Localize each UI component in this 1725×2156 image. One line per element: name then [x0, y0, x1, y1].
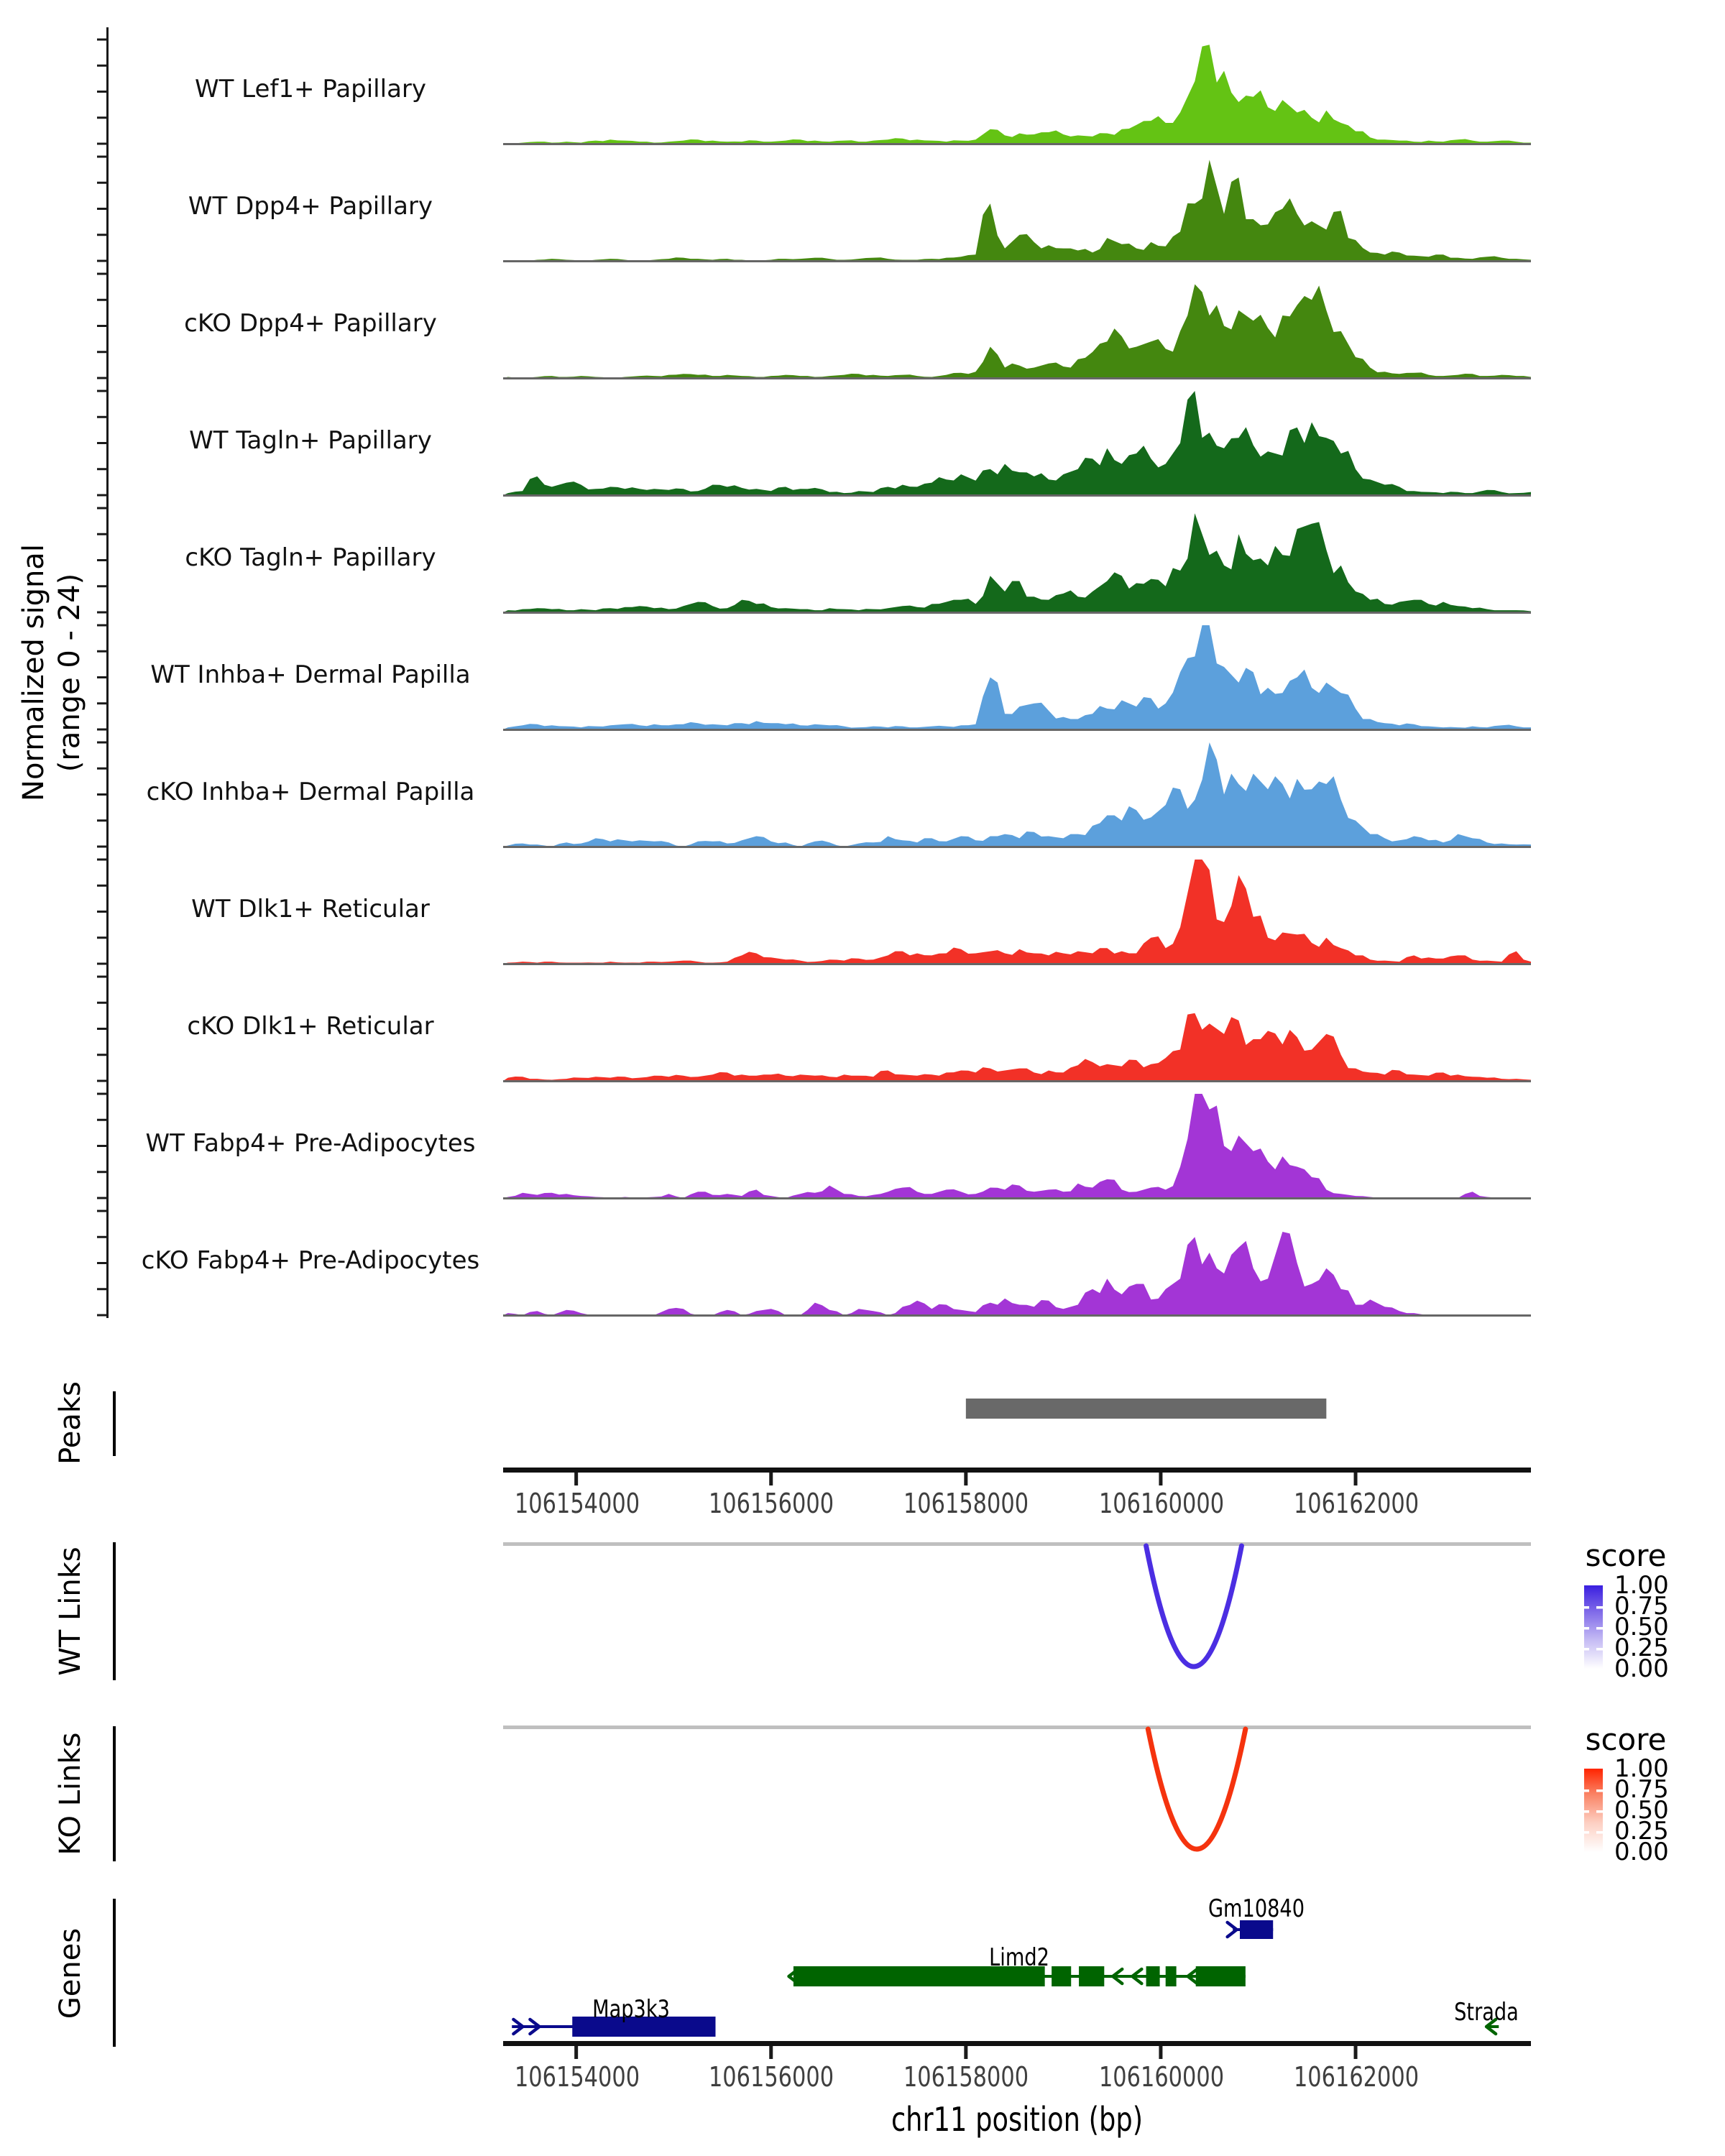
signal-axis-tick	[97, 885, 107, 887]
ko-score-bar-tick	[1596, 1831, 1603, 1834]
ko-score-tick-000: 0.00	[1614, 1838, 1669, 1866]
signal-area	[503, 1094, 1531, 1198]
signal-axis-tick	[97, 963, 107, 965]
axis2-tick-106154000: 106154000	[514, 2061, 640, 2093]
signal-axis-tick	[97, 494, 107, 497]
ko-score-bar-tick	[1596, 1810, 1603, 1813]
signal-axis-label	[16, 544, 88, 801]
signal-axis-tick	[97, 1028, 107, 1030]
signal-axis-tick	[97, 729, 107, 731]
track-label: WT Dpp4+ Papillary	[188, 192, 433, 221]
wt-score-bar-tick	[1584, 1627, 1589, 1630]
signal-axis-tick	[97, 650, 107, 653]
genome-axis-tick	[1159, 1473, 1162, 1485]
genome-axis-tick	[1354, 1473, 1358, 1485]
axis2-tick-106162000: 106162000	[1293, 2061, 1420, 2093]
track-label: cKO Inhba+ Dermal Papilla	[146, 778, 475, 806]
track-label: WT Dlk1+ Reticular	[191, 895, 430, 923]
genome-axis-tick	[964, 2046, 967, 2059]
track-label: WT Fabp4+ Pre-Adipocytes	[145, 1129, 476, 1158]
signal-axis-tick	[97, 859, 107, 861]
track-baseline	[503, 963, 1531, 965]
ko-score-tick-100: 1.00	[1614, 1754, 1669, 1783]
genome-axis-tick	[769, 1473, 773, 1485]
genome-axis-line	[503, 1468, 1531, 1473]
signal-axis-tick	[97, 1002, 107, 1004]
signal-axis-tick	[97, 39, 107, 41]
wt-score-bar-tick	[1596, 1627, 1603, 1630]
axis2-tick-106156000: 106156000	[708, 2061, 834, 2093]
genome-axis-tick	[1354, 2046, 1358, 2059]
axis2-tick-106158000: 106158000	[903, 2061, 1029, 2093]
track-label: WT Tagln+ Papillary	[189, 426, 432, 455]
track-label: cKO Fabp4+ Pre-Adipocytes	[141, 1246, 480, 1275]
signal-axis-tick	[97, 559, 107, 561]
gene-label-strada: Strada	[1454, 1998, 1519, 2027]
ko-score-tick-050: 0.50	[1614, 1796, 1669, 1825]
wt-score-bar-tick	[1596, 1606, 1603, 1609]
signal-axis-tick	[97, 1093, 107, 1095]
section-label-genes: Genes	[54, 1927, 87, 2019]
wt-score-tick-025: 0.25	[1614, 1634, 1669, 1662]
ko-score-tick-075: 0.75	[1614, 1775, 1669, 1804]
signal-area	[503, 742, 1531, 847]
signal-axis-tick	[97, 260, 107, 262]
track-baseline	[503, 1197, 1531, 1199]
signal-area	[503, 625, 1531, 729]
gene-label-limd2: Limd2	[989, 1943, 1049, 1972]
wt-score-tick-050: 0.50	[1614, 1613, 1669, 1641]
gene-strand-arrow	[1228, 1922, 1237, 1937]
signal-area	[503, 1013, 1531, 1081]
signal-axis-tick	[97, 585, 107, 587]
gene-label-gm10840: Gm10840	[1208, 1894, 1305, 1923]
signal-axis-tick	[97, 468, 107, 470]
signal-axis-tick	[97, 1145, 107, 1147]
signal-area	[503, 45, 1531, 144]
signal-axis-tick	[97, 416, 107, 418]
signal-axis-tick	[97, 819, 107, 821]
track-baseline	[503, 1314, 1531, 1317]
ko-links-topline	[503, 1726, 1531, 1729]
signal-axis-tick	[97, 1197, 107, 1199]
gene-exon	[1079, 1966, 1104, 1986]
axis1-tick-106158000: 106158000	[903, 1488, 1029, 1519]
track-baseline	[503, 143, 1531, 145]
wt-links-topline	[503, 1542, 1531, 1546]
signal-axis-tick	[97, 1210, 107, 1212]
signal-axis-tick	[97, 911, 107, 913]
wt-score-bar-tick	[1596, 1648, 1603, 1651]
axis1-tick-106160000: 106160000	[1098, 1488, 1225, 1519]
wt-links-bracket	[113, 1542, 116, 1680]
signal-axis-tick	[97, 936, 107, 939]
section-label-wt-links: WT Links	[54, 1547, 87, 1676]
track-baseline	[503, 1080, 1531, 1082]
signal-axis-tick	[97, 91, 107, 93]
signal-axis-tick	[97, 612, 107, 614]
signal-axis-tick	[97, 442, 107, 444]
signal-axis-tick	[97, 1054, 107, 1056]
wt-score-bar-tick	[1584, 1648, 1589, 1651]
genome-axis-tick	[574, 2046, 578, 2059]
signal-axis-label-line2: (range 0 - 24)	[53, 573, 86, 773]
signal-axis-tick	[97, 1314, 107, 1317]
signal-area	[503, 1232, 1531, 1315]
track-label: cKO Dlk1+ Reticular	[187, 1012, 434, 1041]
track-baseline	[503, 729, 1531, 731]
signal-axis-tick	[97, 351, 107, 353]
signal-axis-tick	[97, 1171, 107, 1173]
genome-axis-line	[503, 2041, 1531, 2046]
signal-axis-tick	[97, 65, 107, 67]
genome-axis-tick	[964, 1473, 967, 1485]
signal-axis-tick	[97, 793, 107, 796]
signal-axis-label-line1: Normalized signal	[17, 544, 50, 801]
genome-axis-tick	[574, 1473, 578, 1485]
signal-axis-tick	[97, 846, 107, 848]
wt-score-tick-075: 0.75	[1614, 1592, 1669, 1621]
signal-area	[503, 391, 1531, 495]
signal-axis-tick	[97, 702, 107, 704]
signal-axis-tick	[97, 273, 107, 275]
signal-axis-tick	[97, 234, 107, 236]
wt-score-legend-title: score	[1585, 1538, 1667, 1573]
signal-axis-tick	[97, 507, 107, 510]
signal-axis-tick	[97, 299, 107, 301]
section-label-peaks: Peaks	[54, 1381, 87, 1465]
wt-score-tick-000: 0.00	[1614, 1654, 1669, 1683]
gene-label-map3k3: Map3k3	[592, 1995, 670, 2024]
signal-axis-tick	[97, 182, 107, 184]
signal-axis-tick	[97, 625, 107, 627]
signal-axis-tick	[97, 1080, 107, 1082]
track-baseline	[503, 260, 1531, 262]
track-label: cKO Tagln+ Papillary	[185, 543, 436, 572]
signal-axis-tick	[97, 1288, 107, 1290]
gene-exon	[1146, 1966, 1160, 1986]
signal-axis-tick	[97, 208, 107, 210]
signal-axis-tick	[97, 325, 107, 327]
ko-score-bar-tick	[1596, 1789, 1603, 1792]
signal-axis-tick	[97, 1236, 107, 1238]
track-label: WT Lef1+ Papillary	[194, 75, 427, 103]
peaks-bracket	[113, 1391, 116, 1456]
gene-exon	[1196, 1966, 1246, 1986]
ko-score-legend-title: score	[1585, 1722, 1667, 1757]
signal-axis-tick	[97, 768, 107, 770]
gene-exon	[1166, 1966, 1177, 1986]
ko-links-bracket	[113, 1726, 116, 1861]
signal-area	[503, 860, 1531, 964]
track-baseline	[503, 612, 1531, 614]
signal-axis-tick	[97, 390, 107, 392]
section-label-ko-links: KO Links	[54, 1732, 87, 1856]
x-axis-title: chr11 position (bp)	[891, 2100, 1144, 2139]
axis2-tick-106160000: 106160000	[1098, 2061, 1225, 2093]
signal-axis-tick	[97, 676, 107, 678]
signal-axis-tick	[97, 116, 107, 119]
genome-axis-tick	[1159, 2046, 1162, 2059]
signal-axis-tick	[97, 976, 107, 978]
track-baseline	[503, 377, 1531, 379]
ko-score-bar-tick	[1584, 1810, 1589, 1813]
wt-score-tick-100: 1.00	[1614, 1571, 1669, 1600]
signal-axis-tick	[97, 533, 107, 535]
signal-axis-tick	[97, 377, 107, 379]
axis1-tick-106156000: 106156000	[708, 1488, 834, 1519]
genes-bracket	[113, 1899, 116, 2047]
signal-axis-tick	[97, 143, 107, 145]
signal-axis-tick	[97, 156, 107, 158]
ko-score-bar-tick	[1584, 1831, 1589, 1834]
track-baseline	[503, 846, 1531, 848]
axis1-tick-106162000: 106162000	[1293, 1488, 1420, 1519]
track-label: WT Inhba+ Dermal Papilla	[150, 660, 471, 689]
wt-score-bar-tick	[1584, 1606, 1589, 1609]
signal-axis-tick	[97, 1119, 107, 1121]
genome-axis-tick	[769, 2046, 773, 2059]
peak-bar	[966, 1399, 1327, 1419]
axis1-tick-106154000: 106154000	[514, 1488, 640, 1519]
signal-area	[503, 285, 1531, 379]
signal-area	[503, 160, 1531, 261]
ko-score-tick-025: 0.25	[1614, 1817, 1669, 1846]
track-baseline	[503, 494, 1531, 497]
ko-link-arc	[1148, 1729, 1246, 1849]
track-label: cKO Dpp4+ Papillary	[184, 309, 437, 338]
signal-axis-tick	[97, 742, 107, 744]
signal-axis-line	[106, 27, 109, 1318]
ko-score-bar-tick	[1584, 1789, 1589, 1792]
signal-axis-tick	[97, 1262, 107, 1264]
signal-area	[503, 513, 1531, 612]
wt-link-arc	[1146, 1546, 1242, 1667]
